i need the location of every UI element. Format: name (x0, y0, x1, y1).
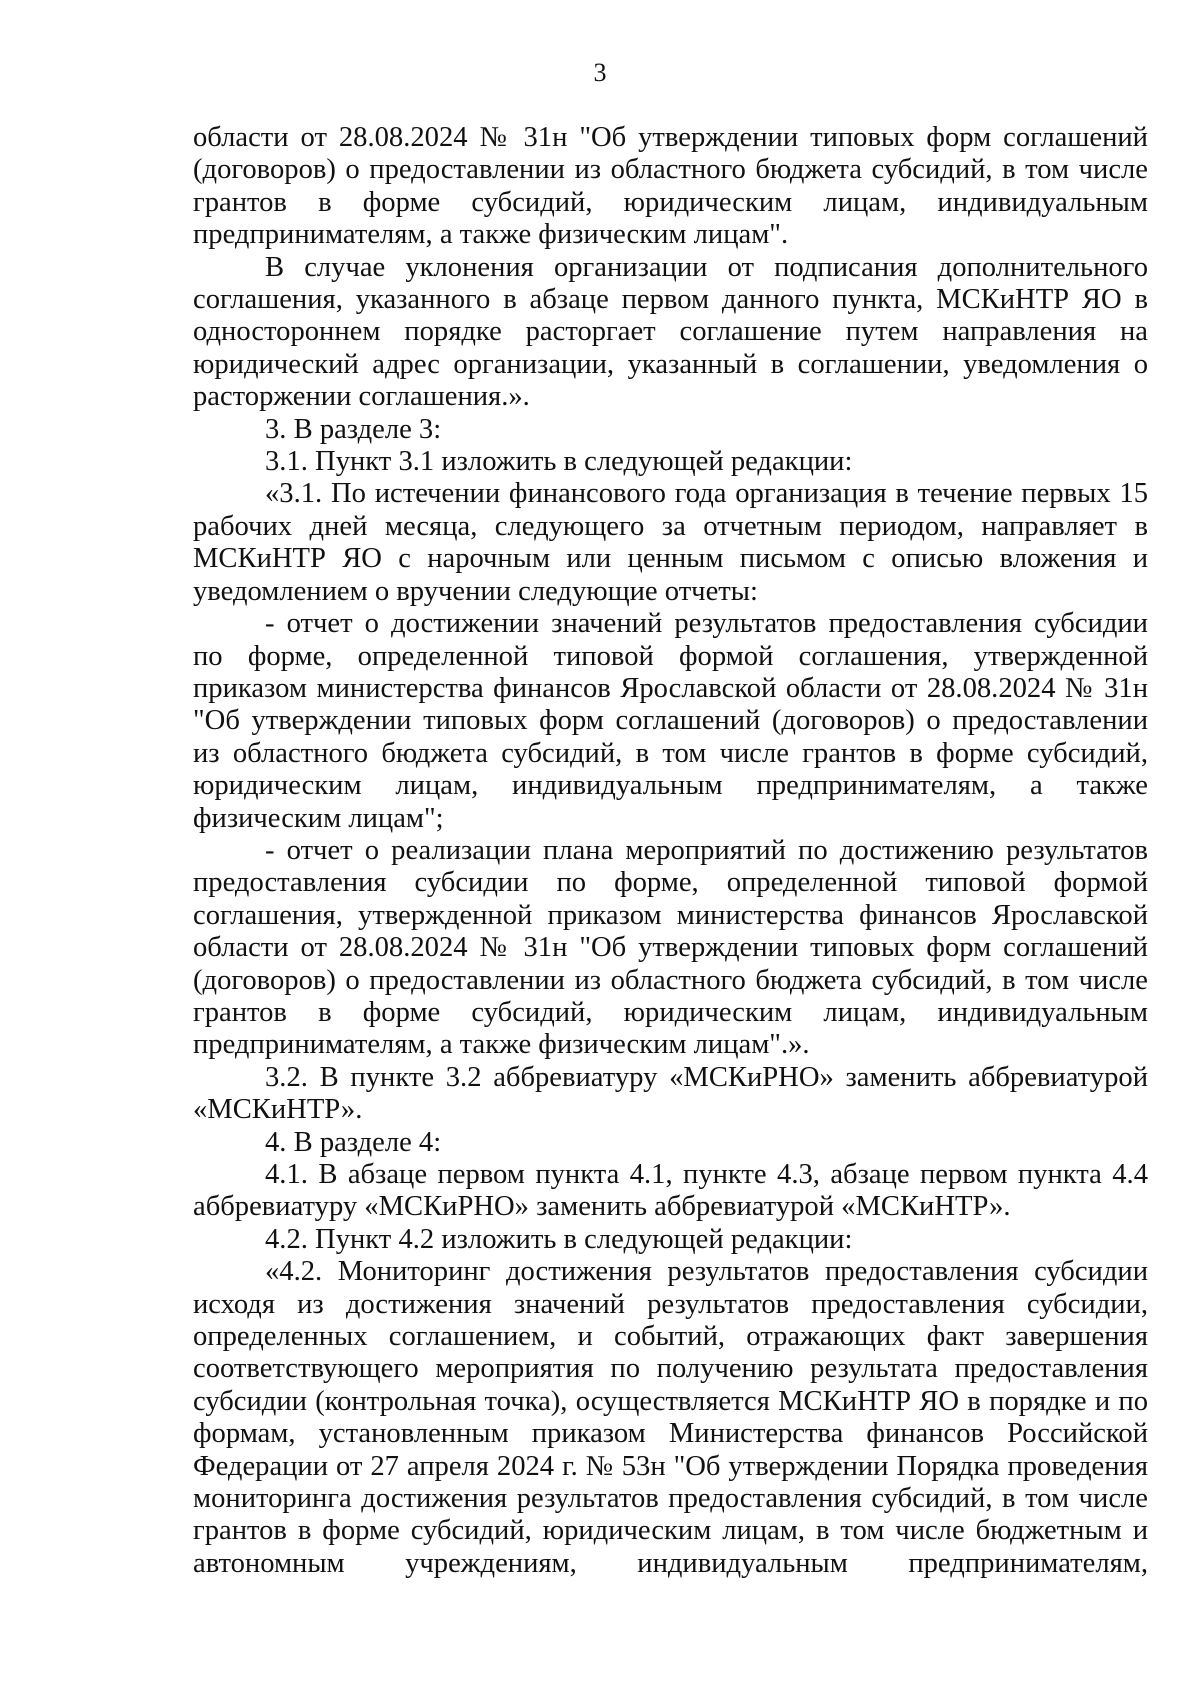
paragraph: В случае уклонения организации от подписания дополнительного соглашения, указанного в абзаце первом данного пункта, МСКиНТР ЯО в одностороннем порядке расторгает соглашение путем направления на юридический адрес организации, указанный в соглашении, уведомления о расторжении соглашения.». (193, 251, 1148, 413)
paragraph: - отчет о реализации плана мероприятий по достижению результатов предоставления субсидии по форме, определенной типовой формой соглашения, утвержденной приказом министерства финансов Ярославской области от 28.08.2024 № 31н "Об утверждении типовых форм соглашений (договоров) о предоставлении из областного бюджета субсидий, в том числе грантов в форме субсидий, юридическим лицам, индивидуальным предпринимателям, а также физическим лицам".». (193, 834, 1148, 1061)
paragraph: области от 28.08.2024 № 31н "Об утверждении типовых форм соглашений (договоров) о предоставлении из областного бюджета субсидий, в том числе грантов в форме субсидий, юридическим лицам, индивидуальным предпринимателям, а также физическим лицам". (193, 122, 1148, 251)
paragraph: «3.1. По истечении финансового года организация в течение первых 15 рабочих дней месяца, следующего за отчетным периодом, направляет в МСКиНТР ЯО с нарочным или ценным письмом с описью вложения и уведомлением о вручении следующие отчеты: (193, 478, 1148, 607)
document-body (193, 122, 1148, 1580)
paragraph: 4.1. В абзаце первом пункта 4.1, пункте 4.3, абзаце первом пункта 4.4 аббревиатуру «МСКиРНО» заменить аббревиатурой «МСКиНТР». (193, 1159, 1148, 1223)
paragraph: 3. В разделе 3: (265, 413, 442, 445)
page-number: 3 (593, 58, 607, 87)
paragraph: «4.2. Мониторинг достижения результатов предоставления субсидии исходя из достижения значений результатов предоставления субсидии, определенных соглашением, и событий, отражающих факт завершения соответствующего мероприятия по получению результата предоставления субсидии (контрольная точка), осуществляется МСКиНТР ЯО в порядке и по формам, установленным приказом Министерства финансов Российской Федерации от 27 апреля 2024 г. № 53н "Об утверждении Порядка проведения мониторинга достижения результатов предоставления субсидий, в том числе грантов в форме субсидий, юридическим лицам, в том числе бюджетным и автономным учреждениям, индивидуальным предпринимателям, (193, 1256, 1148, 1579)
paragraph: 4. В разделе 4: (265, 1126, 442, 1158)
paragraph: 4.2. Пункт 4.2 изложить в следующей редакции: (265, 1223, 853, 1255)
paragraph: 3.1. Пункт 3.1 изложить в следующей редакции: (265, 446, 853, 478)
paragraph: 3.2. В пункте 3.2 аббревиатуру «МСКиРНО» заменить аббревиатурой «МСКиНТР». (193, 1061, 1148, 1126)
paragraph: - отчет о достижении значений результатов предоставления субсидии по форме, определенной типовой формой соглашения, утвержденной приказом министерства финансов Ярославской области от 28.08.2024 № 31н "Об утверждении типовых форм соглашений (договоров) о предоставлении из областного бюджета субсидий, в том числе грантов в форме субсидий, юридическим лицам, индивидуальным предпринимателям, а также физическим лицам"; (193, 608, 1148, 834)
